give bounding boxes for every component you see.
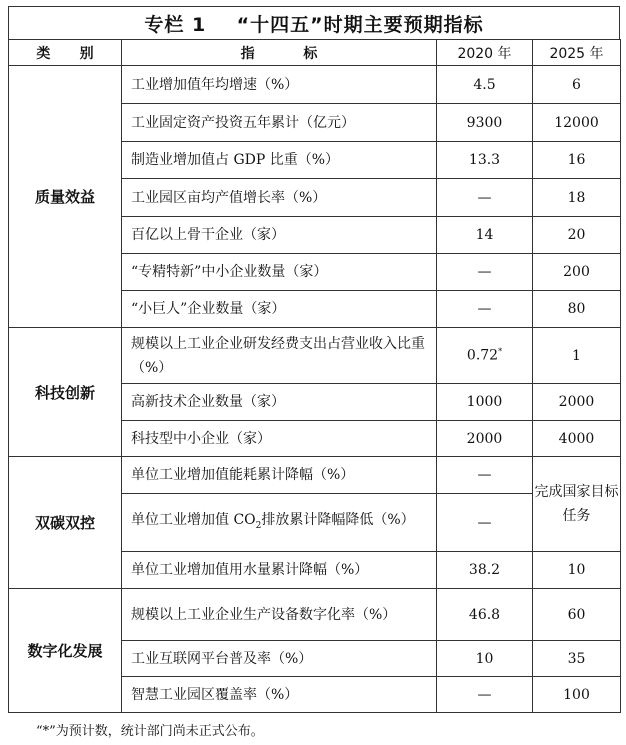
indicator-co2-sub: 2 [255, 520, 262, 531]
value-2025-cell: 2000 [533, 384, 621, 421]
value-2020-cell: — [437, 494, 533, 552]
value-2025-cell: 100 [533, 677, 621, 713]
category-digital: 数字化发展 [9, 589, 122, 713]
table-row [9, 589, 621, 641]
table-row [9, 328, 621, 384]
indicator-co2-pre: 单位工业增加值 CO [131, 511, 256, 528]
value-2025-cell: 200 [533, 254, 621, 291]
table-header-row [9, 40, 621, 66]
indicator-cell: 单位工业增加值能耗累计降幅（%） [122, 457, 437, 494]
indicator-cell: 工业互联网平台普及率（%） [122, 641, 437, 677]
value-2020-cell: 9300 [437, 104, 533, 142]
estimate-mark: * [498, 347, 503, 357]
value-2020-cell: 38.2 [437, 552, 533, 589]
value-2025-cell: 18 [533, 179, 621, 217]
indicator-cell: 单位工业增加值用水量累计降幅（%） [122, 552, 437, 589]
value-2020-cell: 10 [437, 641, 533, 677]
indicator-cell: 制造业增加值占 GDP 比重（%） [122, 142, 437, 179]
indicator-cell: 百亿以上骨干企业（家） [122, 217, 437, 254]
value-2020-cell: — [437, 677, 533, 713]
value-2025-cell: 6 [533, 66, 621, 104]
header-2020: 2020 年 [437, 40, 533, 66]
value-2020-cell: — [437, 254, 533, 291]
table-row [9, 457, 621, 494]
indicator-co2-post: 排放累计降幅降低（%） [261, 511, 415, 528]
indicator-cell: 科技型中小企业（家） [122, 421, 437, 457]
value-2025-cell: 4000 [533, 421, 621, 457]
footnote: “*”为预计数，统计部门尚未正式公布。 [36, 724, 264, 739]
indicator-cell: “专精特新”中小企业数量（家） [122, 254, 437, 291]
indicator-cell: 规模以上工业企业研发经费支出占营业收入比重（%） [122, 328, 437, 384]
indicator-table-panel [8, 6, 620, 713]
indicator-table [8, 39, 621, 713]
indicator-cell: 高新技术企业数量（家） [122, 384, 437, 421]
value-2020-cell: 2000 [437, 421, 533, 457]
value-2025-cell: 60 [533, 589, 621, 641]
value-2025-cell: 35 [533, 641, 621, 677]
value-2025-cell: 16 [533, 142, 621, 179]
value-2020-cell: 1000 [437, 384, 533, 421]
header-2025: 2025 年 [533, 40, 621, 66]
category-innovation: 科技创新 [9, 328, 122, 457]
value-2020-cell: 4.5 [437, 66, 533, 104]
indicator-cell: “小巨人”企业数量（家） [122, 291, 437, 328]
value-2025-cell: 12000 [533, 104, 621, 142]
table-row [9, 66, 621, 104]
value-2020-cell: — [437, 457, 533, 494]
indicator-cell: 规模以上工业企业生产设备数字化率（%） [122, 589, 437, 641]
indicator-cell: 工业园区亩均产值增长率（%） [122, 179, 437, 217]
table-title: 专栏 1 “十四五”时期主要预期指标 [8, 6, 620, 39]
value-2020-cell: — [437, 179, 533, 217]
value-2025-cell: 80 [533, 291, 621, 328]
value-2025-cell: 20 [533, 217, 621, 254]
indicator-cell [122, 494, 437, 552]
header-indicator: 指 标 [122, 40, 437, 66]
value-2020-cell: 46.8 [437, 589, 533, 641]
value-2020-cell: — [437, 291, 533, 328]
value-2020-cell: 13.3 [437, 142, 533, 179]
indicator-cell: 工业固定资产投资五年累计（亿元） [122, 104, 437, 142]
category-carbon: 双碳双控 [9, 457, 122, 589]
indicator-cell: 智慧工业园区覆盖率（%） [122, 677, 437, 713]
value-2025-cell: 10 [533, 552, 621, 589]
category-quality: 质量效益 [9, 66, 122, 328]
value-2020-cell [437, 328, 533, 384]
header-category: 类 别 [9, 40, 122, 66]
value-2020-text: 0.72 [466, 347, 499, 364]
value-2020-cell: 14 [437, 217, 533, 254]
value-2025-cell: 1 [533, 328, 621, 384]
indicator-cell: 工业增加值年均增速（%） [122, 66, 437, 104]
value-2025-merged-cell: 完成国家目标任务 [533, 457, 621, 552]
